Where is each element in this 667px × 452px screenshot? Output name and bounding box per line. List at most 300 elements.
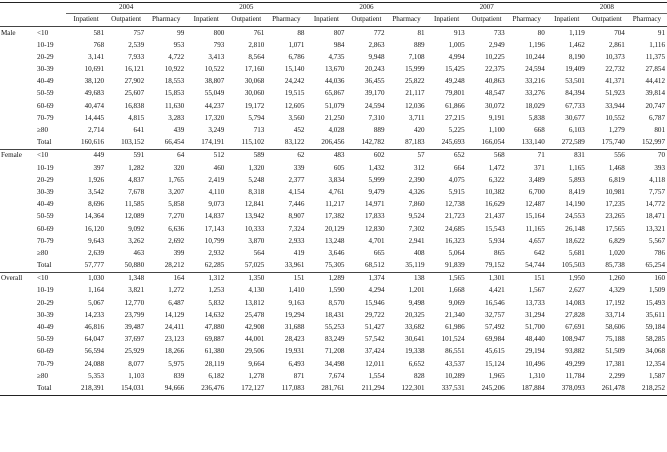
subheader-pharmacy: Pharmacy — [627, 14, 667, 27]
table-row — [0, 285, 667, 297]
table-row — [0, 223, 667, 235]
value-cell: 36,455 — [364, 77, 385, 86]
value-cell: 801 — [654, 126, 665, 135]
value-cell: 3,207 — [168, 187, 185, 196]
group-cell-blank — [0, 358, 34, 370]
value-cell: 30,068 — [244, 77, 265, 86]
value-cell: 7,446 — [288, 200, 305, 209]
value-cell: 5,248 — [248, 175, 265, 184]
value-cell: 117,083 — [266, 382, 306, 395]
group-cell-blank — [0, 334, 34, 346]
value-cell: 1,005 — [448, 40, 465, 49]
statistics-table-container — [0, 2, 667, 396]
value-cell: 67,733 — [565, 101, 585, 110]
age-group-label: 70-79 — [37, 359, 54, 368]
value-cell: 261,478 — [587, 382, 627, 395]
subheader-pharmacy: Pharmacy — [507, 14, 547, 27]
value-cell: 1,567 — [528, 286, 545, 295]
value-cell: 591 — [133, 151, 145, 160]
value-cell: 9,092 — [128, 224, 145, 233]
value-cell: 704 — [614, 28, 625, 37]
subheader-inpatient: Inpatient — [66, 14, 106, 27]
value-cell: 1,765 — [168, 175, 185, 184]
group-cell-blank — [0, 137, 34, 150]
value-cell: 14,190 — [565, 200, 585, 209]
value-cell: 1,312 — [208, 274, 225, 283]
value-cell: 984 — [333, 40, 345, 49]
value-cell: 12,487 — [525, 200, 545, 209]
value-cell: 35,119 — [387, 260, 427, 273]
age-group-label: Total — [34, 137, 66, 150]
value-cell: 55,253 — [324, 323, 345, 332]
age-group-label: 60-69 — [37, 101, 54, 110]
value-cell: 589 — [253, 151, 265, 160]
value-cell: 1,196 — [528, 40, 545, 49]
value-cell: 2,377 — [288, 175, 305, 184]
subheader-outpatient: Outpatient — [587, 14, 627, 27]
value-cell: 14,083 — [565, 298, 585, 307]
value-cell: 19,338 — [405, 347, 425, 356]
value-cell: 5,934 — [488, 236, 505, 245]
value-cell: 15,999 — [405, 65, 425, 74]
value-cell: 2,949 — [488, 40, 505, 49]
value-cell: 25,478 — [244, 310, 265, 319]
value-cell: 6,103 — [568, 126, 585, 135]
value-cell: 6,636 — [168, 224, 185, 233]
table-row — [0, 64, 667, 76]
value-cell: 10,289 — [445, 371, 465, 380]
age-group-label: 40-49 — [37, 323, 54, 332]
group-cell-blank — [0, 76, 34, 88]
value-cell: 3,560 — [288, 113, 305, 122]
value-cell: 20,129 — [324, 224, 345, 233]
value-cell: 556 — [614, 151, 625, 160]
value-cell: 1,554 — [368, 371, 385, 380]
age-group-label: 10-19 — [37, 286, 54, 295]
age-group-label: 60-69 — [37, 224, 54, 233]
value-cell: 6,787 — [649, 113, 665, 122]
value-cell: 23,123 — [164, 335, 185, 344]
value-cell: 80 — [537, 28, 545, 37]
value-cell: 371 — [534, 163, 545, 172]
value-cell: 1,468 — [608, 163, 625, 172]
value-cell: 34,498 — [324, 359, 345, 368]
statistics-table — [0, 2, 667, 396]
table-row — [0, 297, 667, 309]
value-cell: 21,437 — [485, 212, 505, 221]
value-cell: 8,318 — [248, 187, 265, 196]
value-cell: 3,870 — [248, 236, 265, 245]
value-cell: 1,165 — [568, 163, 585, 172]
value-cell: 21,117 — [405, 89, 425, 98]
value-cell: 10,244 — [525, 52, 545, 61]
value-cell: 439 — [173, 126, 185, 135]
value-cell: 65,254 — [627, 260, 667, 273]
value-cell: 1,116 — [649, 40, 665, 49]
value-cell: 6,819 — [608, 175, 625, 184]
value-cell: 1,472 — [488, 163, 505, 172]
value-cell: 2,390 — [408, 175, 425, 184]
value-cell: 4,722 — [168, 52, 185, 61]
value-cell: 18,029 — [525, 101, 545, 110]
value-cell: 1,100 — [488, 126, 505, 135]
value-cell: 71,208 — [324, 347, 345, 356]
value-cell: 14,233 — [84, 310, 105, 319]
value-cell: 889 — [373, 126, 385, 135]
value-cell: 30,677 — [565, 113, 585, 122]
value-cell: 24,088 — [84, 359, 105, 368]
value-cell: 46,816 — [84, 323, 105, 332]
value-cell: 13,812 — [244, 298, 265, 307]
value-cell: 20,243 — [364, 65, 385, 74]
value-cell: 664 — [453, 163, 465, 172]
age-group-label: 30-39 — [37, 187, 54, 196]
group-label: Female — [1, 151, 22, 160]
value-cell: 4,657 — [528, 236, 545, 245]
value-cell: 9,073 — [208, 200, 225, 209]
value-cell: 3,262 — [128, 236, 145, 245]
value-cell: 172,127 — [226, 382, 266, 395]
value-cell: 164 — [173, 274, 185, 283]
value-cell: 378,093 — [547, 382, 587, 395]
group-cell-blank — [0, 125, 34, 137]
value-cell: 3,249 — [208, 126, 225, 135]
value-cell: 15,140 — [284, 65, 305, 74]
value-cell: 29,506 — [244, 347, 265, 356]
group-cell-blank — [0, 309, 34, 321]
value-cell: 1,278 — [248, 371, 265, 380]
value-cell: 10,691 — [84, 65, 105, 74]
value-cell: 50,880 — [106, 260, 146, 273]
value-cell: 15,543 — [485, 224, 505, 233]
value-cell: 8,907 — [288, 212, 305, 221]
age-group-label: ≥80 — [37, 126, 49, 135]
value-cell: 865 — [494, 248, 505, 257]
value-cell: 51,923 — [605, 89, 625, 98]
value-cell: 154,031 — [106, 382, 146, 395]
value-cell: 56,594 — [84, 347, 105, 356]
value-cell: 8,419 — [568, 187, 585, 196]
value-cell: 5,567 — [649, 236, 665, 245]
value-cell: 6,182 — [208, 371, 225, 380]
age-group-label: 60-69 — [37, 347, 54, 356]
value-cell: 15,164 — [525, 212, 545, 221]
value-cell: 1,301 — [488, 274, 505, 283]
value-cell: 25,607 — [124, 89, 145, 98]
value-cell: 21,723 — [445, 212, 465, 221]
value-cell: 12,830 — [364, 224, 385, 233]
subheader-pharmacy: Pharmacy — [387, 14, 427, 27]
value-cell: 16,838 — [124, 101, 145, 110]
value-cell: 12,089 — [124, 212, 145, 221]
age-group-label: 20-29 — [37, 52, 54, 61]
value-cell: 166,054 — [467, 137, 507, 150]
value-cell: 32,757 — [485, 310, 505, 319]
value-cell: 7,324 — [288, 224, 305, 233]
value-cell: 337,531 — [427, 382, 467, 395]
value-cell: 57 — [417, 151, 425, 160]
value-cell: 57,025 — [226, 260, 266, 273]
table-body — [0, 27, 667, 396]
value-cell: 64 — [177, 151, 185, 160]
value-cell: 17,143 — [204, 224, 225, 233]
value-cell: 44,001 — [244, 335, 265, 344]
value-cell: 4,837 — [128, 175, 145, 184]
value-cell: 51,700 — [525, 323, 545, 332]
value-cell: 51,427 — [364, 323, 385, 332]
value-cell: 5,975 — [168, 359, 185, 368]
value-cell: 14,129 — [164, 310, 185, 319]
age-group-label: 40-49 — [37, 77, 54, 86]
value-cell: 24,242 — [284, 77, 305, 86]
value-cell: 71 — [537, 151, 545, 160]
value-cell: 20,325 — [405, 310, 425, 319]
value-cell: 84,394 — [565, 89, 585, 98]
subheader-outpatient: Outpatient — [226, 14, 266, 27]
value-cell: 29,194 — [525, 347, 545, 356]
value-cell: 408 — [413, 248, 425, 257]
value-cell: 43,537 — [445, 359, 465, 368]
value-cell: 4,110 — [208, 187, 225, 196]
value-cell: 4,326 — [408, 187, 425, 196]
value-cell: 11,375 — [645, 52, 665, 61]
age-group-label: ≥80 — [37, 248, 49, 257]
value-cell: 1,030 — [88, 274, 105, 283]
value-cell: 160 — [654, 274, 665, 283]
value-cell: 6,487 — [168, 298, 185, 307]
value-cell: 48,440 — [525, 335, 545, 344]
value-cell: 2,299 — [608, 371, 625, 380]
value-cell: 39,814 — [645, 89, 665, 98]
value-cell: 40,474 — [84, 101, 105, 110]
value-cell: 460 — [213, 163, 225, 172]
value-cell: 91,839 — [427, 260, 467, 273]
value-cell: 6,322 — [488, 175, 505, 184]
value-cell: 24,553 — [565, 212, 585, 221]
value-cell: 7,108 — [408, 52, 425, 61]
group-cell-blank — [0, 382, 34, 395]
table-row — [0, 358, 667, 370]
group-cell-blank — [0, 285, 34, 297]
table-row — [0, 370, 667, 382]
value-cell: 463 — [133, 248, 145, 257]
group-cell-blank — [0, 235, 34, 247]
value-cell: 10,981 — [605, 187, 625, 196]
value-cell: 3,413 — [208, 52, 225, 61]
value-cell: 11,784 — [565, 371, 585, 380]
value-cell: 8,077 — [128, 359, 145, 368]
value-cell: 420 — [413, 126, 425, 135]
group-cell-blank — [0, 51, 34, 63]
value-cell: 41,371 — [605, 77, 625, 86]
value-cell: 33,944 — [605, 101, 625, 110]
group-cell-blank — [0, 162, 34, 174]
value-cell: 40,863 — [485, 77, 505, 86]
value-cell: 1,462 — [568, 40, 585, 49]
value-cell: 17,160 — [244, 65, 265, 74]
value-cell: 42,908 — [244, 323, 265, 332]
value-cell: 18,622 — [565, 236, 585, 245]
value-cell: 14,971 — [364, 200, 385, 209]
value-cell: 13,321 — [645, 224, 665, 233]
value-cell: 1,289 — [328, 274, 345, 283]
value-cell: 27,215 — [445, 113, 465, 122]
value-cell: 831 — [574, 151, 585, 160]
value-cell: 9,524 — [408, 212, 425, 221]
value-cell: 8,564 — [248, 52, 265, 61]
value-cell: 800 — [213, 28, 225, 37]
value-cell: 5,915 — [448, 187, 465, 196]
group-cell-blank — [0, 88, 34, 100]
group-cell-blank — [0, 211, 34, 223]
value-cell: 2,539 — [128, 40, 145, 49]
value-cell: 10,922 — [164, 65, 185, 74]
value-cell: 12,605 — [284, 101, 305, 110]
value-cell: 1,201 — [408, 286, 425, 295]
value-cell: 9,498 — [408, 298, 425, 307]
value-cell: 55,049 — [204, 89, 225, 98]
total-row — [0, 260, 667, 273]
value-cell: 1,374 — [368, 274, 385, 283]
value-cell: 31,294 — [525, 310, 545, 319]
year-header: 2006 — [306, 3, 426, 14]
value-cell: 393 — [654, 163, 665, 172]
value-cell: 58,606 — [605, 323, 625, 332]
value-cell: 91 — [657, 28, 665, 37]
value-cell: 913 — [453, 28, 465, 37]
value-cell: 1,119 — [569, 28, 585, 37]
value-cell: 67,691 — [565, 323, 585, 332]
value-cell: 15,124 — [485, 359, 505, 368]
value-cell: 13,670 — [324, 65, 345, 74]
value-cell: 38,120 — [84, 77, 105, 86]
value-cell: 18,471 — [645, 212, 665, 221]
value-cell: 871 — [293, 371, 305, 380]
value-cell: 24,685 — [445, 224, 465, 233]
value-cell: 1,590 — [328, 286, 345, 295]
group-subheader-blank — [0, 14, 34, 27]
value-cell: 138 — [413, 274, 425, 283]
age-group-label: Total — [34, 260, 66, 273]
age-group-label: 20-29 — [37, 175, 54, 184]
value-cell: 399 — [173, 248, 185, 257]
age-group-label: 50-59 — [37, 212, 54, 221]
value-cell: 2,863 — [368, 40, 385, 49]
value-cell: 828 — [413, 371, 425, 380]
value-cell: 94,666 — [146, 382, 186, 395]
value-cell: 93,882 — [565, 347, 585, 356]
value-cell: 187,884 — [507, 382, 547, 395]
group-cell-blank — [0, 223, 34, 235]
value-cell: 10,382 — [485, 187, 505, 196]
value-cell: 49,248 — [445, 77, 465, 86]
value-cell: 793 — [213, 40, 225, 49]
value-cell: 83,249 — [324, 335, 345, 344]
value-cell: 9,069 — [448, 298, 465, 307]
value-cell: 512 — [213, 151, 225, 160]
value-cell: 9,479 — [368, 187, 385, 196]
value-cell: 10,333 — [244, 224, 265, 233]
value-cell: 28,212 — [146, 260, 186, 273]
value-cell: 602 — [373, 151, 385, 160]
value-cell: 44,036 — [324, 77, 345, 86]
value-cell: 761 — [253, 28, 265, 37]
value-cell: 218,391 — [66, 382, 106, 395]
value-cell: 57,542 — [364, 335, 385, 344]
value-cell: 419 — [293, 248, 305, 257]
value-cell: 51,509 — [605, 347, 625, 356]
value-cell: 57,492 — [485, 323, 505, 332]
value-cell: 9,163 — [288, 298, 305, 307]
subheader-inpatient: Inpatient — [547, 14, 587, 27]
value-cell: 206,456 — [306, 137, 346, 150]
value-cell: 281,761 — [306, 382, 346, 395]
value-cell: 115,102 — [226, 137, 266, 150]
value-cell: 105,503 — [547, 260, 587, 273]
value-cell: 17,235 — [605, 200, 625, 209]
value-cell: 4,329 — [608, 286, 625, 295]
group-cell-blank — [0, 39, 34, 51]
value-cell: 7,270 — [168, 212, 185, 221]
value-cell: 1,282 — [128, 163, 145, 172]
value-cell: 2,933 — [288, 236, 305, 245]
value-cell: 25,929 — [124, 347, 145, 356]
value-cell: 51,079 — [324, 101, 345, 110]
table-row — [0, 334, 667, 346]
age-group-label: ≥80 — [37, 371, 49, 380]
value-cell: 6,786 — [288, 52, 305, 61]
subheader-row — [0, 14, 667, 27]
group-cell-blank — [0, 112, 34, 124]
value-cell: 86,551 — [445, 347, 465, 356]
value-cell: 449 — [93, 151, 105, 160]
value-cell: 17,833 — [364, 212, 385, 221]
group-cell-blank — [0, 297, 34, 309]
value-cell: 641 — [133, 126, 145, 135]
value-cell: 49,683 — [84, 89, 105, 98]
value-cell: 397 — [93, 163, 105, 172]
value-cell: 64,047 — [84, 335, 105, 344]
value-cell: 211,294 — [346, 382, 386, 395]
value-cell: 17,382 — [324, 212, 345, 221]
table-row — [0, 149, 667, 162]
value-cell: 12,036 — [405, 101, 425, 110]
group-label: Overall — [1, 274, 23, 283]
total-row — [0, 137, 667, 150]
value-cell: 79,801 — [445, 89, 465, 98]
value-cell: 47,880 — [204, 323, 225, 332]
value-cell: 14,837 — [204, 212, 225, 221]
value-cell: 4,421 — [488, 286, 505, 295]
subheader-outpatient: Outpatient — [467, 14, 507, 27]
subheader-inpatient: Inpatient — [306, 14, 346, 27]
value-cell: 4,028 — [328, 126, 345, 135]
group-cell-blank — [0, 100, 34, 112]
subheader-outpatient: Outpatient — [106, 14, 146, 27]
table-row — [0, 51, 667, 63]
value-cell: 24,594 — [364, 101, 385, 110]
value-cell: 2,692 — [168, 236, 185, 245]
value-cell: 839 — [173, 371, 185, 380]
value-cell: 4,118 — [649, 175, 665, 184]
value-cell: 4,761 — [328, 187, 345, 196]
value-cell: 15,946 — [364, 298, 385, 307]
group-cell-blank — [0, 260, 34, 273]
age-group-label: 30-39 — [37, 65, 54, 74]
age-subheader-blank — [34, 14, 66, 27]
value-cell: 17,565 — [605, 224, 625, 233]
subheader-outpatient: Outpatient — [346, 14, 386, 27]
